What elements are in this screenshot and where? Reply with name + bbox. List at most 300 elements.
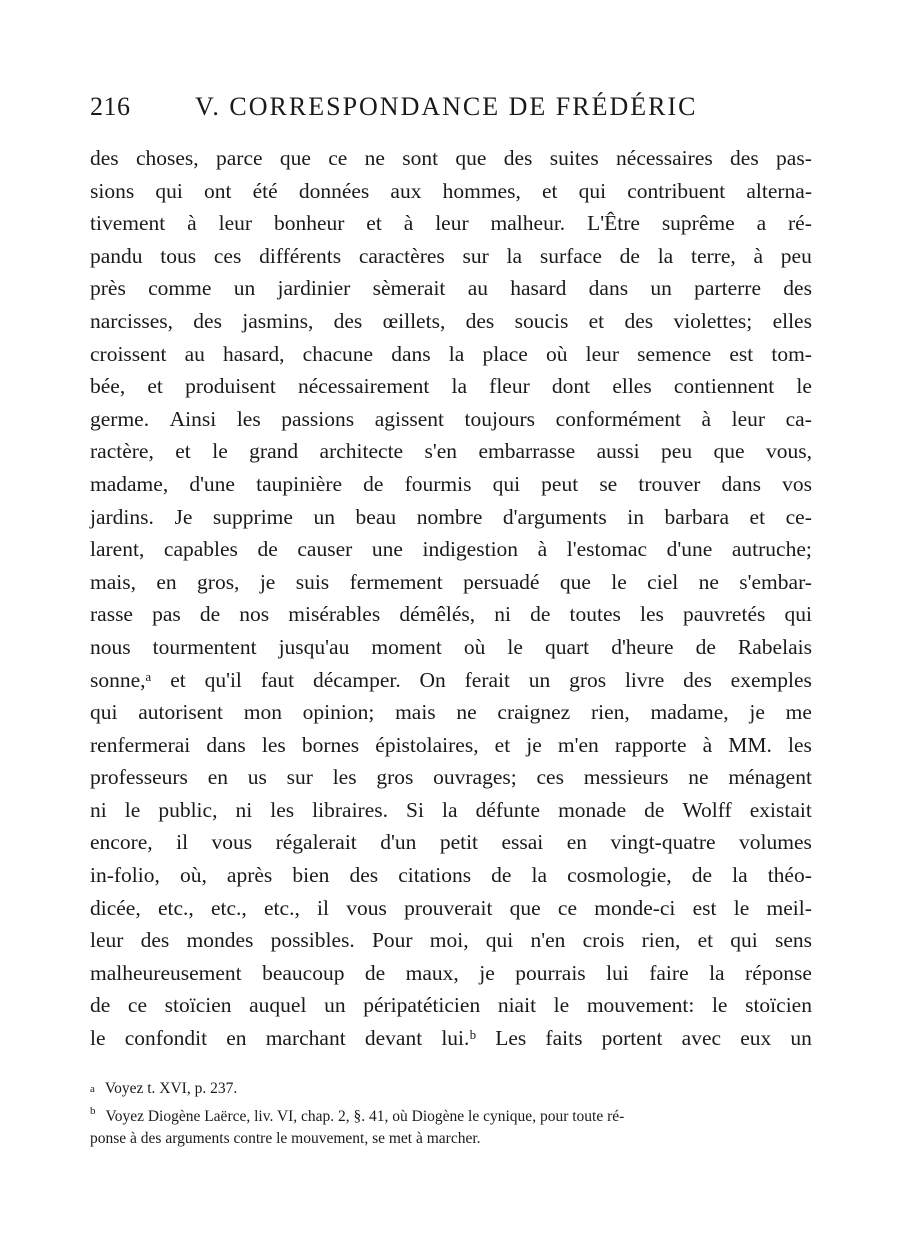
- word: un: [528, 667, 551, 692]
- word: se: [599, 471, 618, 496]
- body-line: [90, 207, 812, 240]
- word: rapporte: [614, 732, 687, 757]
- word: théo-: [767, 863, 812, 888]
- word: ne: [688, 765, 709, 790]
- word: niait: [497, 993, 537, 1018]
- word: il: [176, 830, 189, 855]
- word: péripatéticien: [363, 993, 481, 1018]
- word: tivement: [90, 211, 166, 236]
- word: au: [184, 341, 205, 366]
- word: ré-: [788, 211, 812, 236]
- word: le: [212, 439, 228, 464]
- footnote-b-line-2: [90, 1128, 812, 1150]
- body-line: [90, 533, 812, 566]
- word: faire: [649, 960, 689, 985]
- word: Les: [495, 1026, 527, 1051]
- word: qui: [485, 928, 514, 953]
- footnote-marker: a: [90, 1083, 95, 1095]
- word: comme: [148, 276, 212, 301]
- word: ne: [698, 569, 719, 594]
- word: et: [494, 732, 511, 757]
- word: ce: [328, 146, 348, 170]
- word: livre: [624, 667, 665, 692]
- word: ces: [536, 765, 564, 790]
- word: d'un: [380, 830, 417, 855]
- word: la: [531, 863, 548, 888]
- word: gros,: [197, 569, 240, 594]
- word: madame,: [650, 700, 729, 725]
- word: public,: [158, 797, 218, 822]
- word: dont: [551, 374, 591, 399]
- word: petit: [439, 830, 479, 855]
- word: tous: [160, 243, 197, 268]
- word: caractères: [358, 243, 445, 268]
- word: me: [785, 700, 812, 725]
- word: produisent: [185, 374, 276, 399]
- word: monade: [558, 797, 627, 822]
- word: leur: [90, 928, 124, 953]
- body-line: [90, 403, 812, 436]
- word: devant: [364, 1026, 423, 1051]
- body-line: [90, 826, 812, 859]
- word: l'estomac: [566, 537, 648, 562]
- word: en: [156, 569, 177, 594]
- word: volumes: [739, 830, 812, 855]
- word: d'une: [666, 537, 713, 562]
- word: vous: [346, 895, 387, 920]
- word: leur: [218, 211, 253, 236]
- word: données: [298, 178, 370, 203]
- word: alterna-: [746, 178, 812, 203]
- word: de: [363, 471, 384, 496]
- word: croissent: [90, 341, 167, 366]
- word: n'en: [530, 928, 566, 953]
- word: la: [657, 243, 674, 268]
- word: possibles.: [270, 928, 355, 953]
- word: nos: [239, 602, 270, 627]
- word: supprime: [212, 504, 293, 529]
- word: portent: [601, 1026, 663, 1051]
- word: toutes: [569, 602, 621, 627]
- word: tourmentent: [152, 634, 257, 659]
- running-title: V. CORRESPONDANCE DE FRÉDÉRIC: [195, 92, 698, 121]
- word: dans: [721, 471, 761, 496]
- word: de: [364, 960, 386, 985]
- word: qui: [578, 178, 607, 203]
- word: encore,: [90, 830, 153, 855]
- word: grand: [249, 439, 299, 464]
- word: vous,: [765, 439, 812, 464]
- word: crois: [582, 928, 625, 953]
- word: conformément: [555, 406, 681, 431]
- word: malheureusement: [90, 960, 242, 985]
- body-line: [90, 696, 812, 729]
- word: le: [796, 374, 812, 399]
- word: aussi: [596, 439, 640, 464]
- word: en: [207, 765, 228, 790]
- word: jardinier: [277, 276, 351, 301]
- word: nous: [90, 634, 131, 659]
- word: d'une: [189, 471, 235, 496]
- word: d'arguments: [502, 504, 607, 529]
- word: bonheur: [273, 211, 345, 236]
- body-line: [90, 631, 812, 664]
- word: la: [709, 960, 725, 985]
- word: jusqu'au: [278, 634, 350, 659]
- word: beau: [355, 504, 397, 529]
- word: des: [333, 308, 363, 333]
- word: ferait: [464, 667, 510, 692]
- word: meil-: [766, 895, 812, 920]
- word: semence: [637, 341, 712, 366]
- word: Pour: [371, 928, 413, 953]
- word: persuadé: [463, 569, 540, 594]
- word: ne: [456, 700, 477, 725]
- word: de: [691, 863, 713, 888]
- word: où: [463, 634, 486, 659]
- word: et: [697, 928, 714, 953]
- word: de: [491, 863, 512, 888]
- word: misérables: [288, 602, 381, 627]
- word: embarrasse: [478, 439, 576, 464]
- word: Si: [406, 797, 424, 822]
- body-line: [90, 794, 812, 827]
- word: capables: [163, 537, 238, 562]
- word: qui: [90, 700, 118, 725]
- word: surface: [539, 243, 602, 268]
- word: le: [711, 993, 728, 1018]
- word: Rabelais: [737, 634, 812, 659]
- word: qui: [155, 178, 183, 203]
- word: contiennent: [673, 374, 775, 399]
- body-line: [90, 305, 812, 338]
- word: mondes: [186, 928, 254, 953]
- word: in-folio,: [90, 863, 160, 888]
- word: de: [619, 243, 640, 268]
- word: fleur: [489, 374, 530, 399]
- word: quart: [544, 634, 590, 659]
- word: des: [624, 308, 654, 333]
- word: gros: [376, 765, 414, 790]
- word: des: [783, 276, 812, 301]
- word: à: [701, 406, 712, 431]
- word: architecte: [319, 439, 404, 464]
- word: il: [317, 895, 329, 920]
- body-line: [90, 989, 812, 1022]
- word: décamper.: [312, 667, 401, 692]
- word: etc.,: [264, 895, 300, 920]
- word: dans: [391, 341, 431, 366]
- word: des: [90, 146, 119, 170]
- word: défunte: [475, 797, 541, 822]
- word: en: [226, 1026, 247, 1051]
- word: de: [90, 993, 111, 1018]
- body-line: [90, 729, 812, 762]
- word: L'Être: [587, 211, 640, 236]
- word: stoïcien: [164, 993, 232, 1018]
- word: suis: [295, 569, 330, 594]
- word: leur: [731, 406, 766, 431]
- word: peut: [541, 471, 579, 496]
- word: lui.ᵇ: [441, 1026, 477, 1051]
- word: sont: [402, 146, 439, 170]
- word: elles: [612, 374, 652, 399]
- word: violettes;: [673, 308, 753, 333]
- word: autorisent: [138, 700, 223, 725]
- body-line: [90, 338, 812, 371]
- footnote-text: ponse à des arguments contre le mouvement, se met à marcher.: [90, 1130, 481, 1147]
- word: fermement: [349, 569, 443, 594]
- word: des: [193, 308, 222, 333]
- word: de: [695, 634, 716, 659]
- word: MM.: [728, 732, 772, 757]
- word: près: [90, 276, 126, 301]
- word: prouverait: [404, 895, 493, 920]
- word: est: [692, 895, 717, 920]
- word: suites: [549, 146, 599, 170]
- word: des: [683, 667, 712, 692]
- word: narcisses,: [90, 308, 173, 333]
- body-line: [90, 175, 812, 208]
- word: toujours: [464, 406, 536, 431]
- word: un: [313, 504, 335, 529]
- word: le: [611, 569, 627, 594]
- word: Ainsi: [169, 406, 217, 431]
- word: à: [537, 537, 548, 562]
- word: qu'il: [204, 667, 242, 692]
- word: qui: [730, 928, 758, 953]
- word: je: [526, 732, 542, 757]
- word: régalerait: [275, 830, 357, 855]
- word: sens: [774, 928, 812, 953]
- word: lui: [606, 960, 629, 985]
- word: et: [749, 504, 766, 529]
- word: fourmis: [404, 471, 472, 496]
- word: qui: [784, 602, 812, 627]
- word: peu: [661, 439, 693, 464]
- word: la: [448, 341, 465, 366]
- word: mon: [243, 700, 282, 725]
- body-line: [90, 566, 812, 599]
- word: beaucoup: [262, 960, 345, 985]
- body-line: [90, 435, 812, 468]
- word: s'embar-: [739, 569, 812, 594]
- word: hasard: [510, 276, 567, 301]
- word: bornes: [301, 732, 360, 757]
- word: bée,: [90, 374, 126, 399]
- word: et: [366, 211, 382, 236]
- footnote-text: Voyez Diogène Laërce, liv. VI, chap. 2, §. 41, où Diogène le cynique, pour toute ré-: [105, 1108, 625, 1125]
- word: sions: [90, 178, 135, 203]
- word: elles: [772, 308, 812, 333]
- word: tom-: [771, 341, 812, 366]
- body-line: [90, 859, 812, 892]
- word: dans: [588, 276, 629, 301]
- word: avec: [681, 1026, 722, 1051]
- word: nécessairement: [298, 374, 430, 399]
- word: je: [479, 960, 495, 985]
- word: dicée,: [90, 895, 141, 920]
- word: après: [226, 863, 273, 888]
- word: une: [371, 537, 403, 562]
- word: pourrais: [515, 960, 586, 985]
- body-line: [90, 924, 812, 957]
- word: nombre: [416, 504, 483, 529]
- word: ont: [203, 178, 232, 203]
- word: sur: [286, 765, 313, 790]
- word: rasse: [90, 602, 133, 627]
- word: hasard,: [223, 341, 285, 366]
- word: causer: [297, 537, 353, 562]
- word: la: [732, 863, 748, 888]
- word: où,: [179, 863, 207, 888]
- word: ménagent: [728, 765, 812, 790]
- word: Je: [174, 504, 193, 529]
- word: où: [545, 341, 568, 366]
- word: œillets,: [382, 308, 446, 333]
- footnote-text: Voyez t. XVI, p. 237.: [104, 1080, 238, 1097]
- word: les: [270, 797, 295, 822]
- word: un: [650, 276, 672, 301]
- word: citations: [398, 863, 472, 888]
- word: des: [349, 863, 379, 888]
- word: Wolff: [682, 797, 732, 822]
- word: à: [403, 211, 414, 236]
- word: la: [442, 797, 458, 822]
- word: exemples: [730, 667, 812, 692]
- word: à: [702, 732, 713, 757]
- word: ne: [364, 146, 385, 170]
- word: ces: [213, 243, 242, 268]
- word: eux: [740, 1026, 772, 1051]
- word: soucis: [514, 308, 569, 333]
- word: épistolaires,: [375, 732, 479, 757]
- word: jardins.: [90, 504, 154, 529]
- footnote-b-line-1: [90, 1100, 812, 1128]
- word: les: [332, 765, 357, 790]
- word: essai: [501, 830, 544, 855]
- word: le: [507, 634, 523, 659]
- word: mouvement:: [586, 993, 695, 1018]
- word: la: [451, 374, 468, 399]
- body-line: [90, 598, 812, 631]
- word: On: [419, 667, 446, 692]
- word: ni: [494, 602, 511, 627]
- word: ce: [127, 993, 148, 1018]
- running-head: [90, 92, 812, 132]
- word: passions: [281, 406, 355, 431]
- word: le: [553, 993, 570, 1018]
- word: des: [140, 928, 170, 953]
- word: les: [787, 732, 812, 757]
- word: gros: [569, 667, 607, 692]
- word: moment: [371, 634, 442, 659]
- word: in: [627, 504, 644, 529]
- word: stoïcien: [745, 993, 812, 1018]
- word: ca-: [785, 406, 812, 431]
- word: a: [756, 211, 767, 236]
- word: opinion;: [302, 700, 375, 725]
- word: les: [639, 602, 664, 627]
- footnotes: [90, 1078, 812, 1150]
- word: existait: [749, 797, 812, 822]
- body-line: [90, 892, 812, 925]
- word: mais: [395, 700, 436, 725]
- word: pauvretés: [682, 602, 766, 627]
- word: pas-: [776, 146, 812, 170]
- word: de: [199, 602, 221, 627]
- word: choses,: [135, 146, 199, 170]
- word: des: [730, 146, 759, 170]
- word: est: [729, 341, 754, 366]
- word: ce: [557, 895, 577, 920]
- word: le: [733, 895, 750, 920]
- word: que: [455, 146, 487, 170]
- word: jasmins,: [242, 308, 314, 333]
- word: pas: [152, 602, 181, 627]
- word: madame,: [90, 471, 169, 496]
- footnote-marker: b: [90, 1105, 96, 1117]
- word: et: [541, 178, 558, 203]
- word: chacune: [302, 341, 374, 366]
- footnote-a: [90, 1078, 812, 1100]
- word: un: [233, 276, 256, 301]
- word: à: [753, 243, 764, 268]
- word: faits: [545, 1026, 583, 1051]
- word: de: [257, 537, 278, 562]
- page-number: 216: [90, 92, 131, 121]
- word: s'en: [424, 439, 458, 464]
- body-line: [90, 142, 812, 175]
- word: à: [187, 211, 197, 236]
- word: et: [588, 308, 605, 333]
- word: germe.: [90, 406, 150, 431]
- word: faut: [260, 667, 295, 692]
- body-line: [90, 240, 812, 273]
- word: vous: [211, 830, 253, 855]
- word: taupinière: [256, 471, 343, 496]
- body-line: [90, 957, 812, 990]
- word: contribuent: [627, 178, 726, 203]
- word: qui: [492, 471, 521, 496]
- word: la: [506, 243, 523, 268]
- word: et: [170, 667, 186, 692]
- word: ni: [90, 797, 107, 822]
- word: que: [713, 439, 745, 464]
- word: trouver: [638, 471, 701, 496]
- word: démêlés,: [399, 602, 476, 627]
- word: que: [559, 569, 591, 594]
- word: malheur.: [490, 211, 566, 236]
- word: parterre: [694, 276, 761, 301]
- word: ciel: [647, 569, 679, 594]
- word: marchant: [265, 1026, 346, 1051]
- word: et: [147, 374, 163, 399]
- word: autruche;: [731, 537, 812, 562]
- word: rien,: [641, 928, 681, 953]
- word: monde-ci: [594, 895, 676, 920]
- word: agissent: [374, 406, 444, 431]
- word: larent,: [90, 537, 145, 562]
- word: moi,: [429, 928, 469, 953]
- word: que: [279, 146, 311, 170]
- word: suprême: [661, 211, 735, 236]
- word: sur: [462, 243, 489, 268]
- body-line: [90, 664, 812, 697]
- word: dans: [206, 732, 246, 757]
- word: de: [644, 797, 665, 822]
- word: les: [261, 732, 286, 757]
